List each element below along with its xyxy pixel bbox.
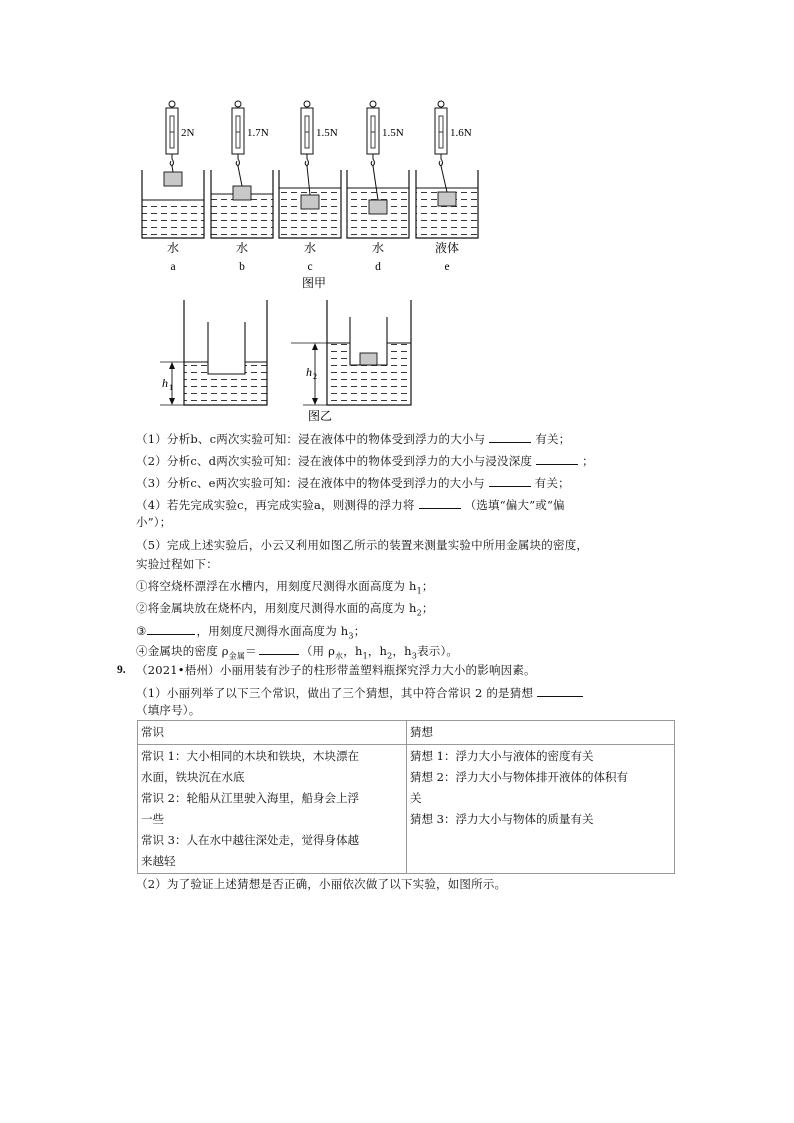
q8-step3: ③ ，用刻度尺测得水面高度为 $h_3$； — [136, 624, 366, 641]
block-e — [438, 192, 456, 206]
block-d — [369, 200, 387, 214]
setup-c — [279, 101, 341, 273]
metal-block — [360, 353, 377, 365]
block-a — [164, 172, 182, 186]
q8-step1: ①将空烧杯漂浮在水槽内，用刻度尺测得水面高度为 $h_1$； — [136, 579, 434, 596]
q9-part2: （2）为了验证上述猜想是否正确，小丽依次做了以下实验，如图所示。 — [136, 877, 507, 891]
liquid-label-b: 水 — [235, 241, 249, 255]
h2-label: h — [306, 365, 312, 379]
q8-step2: ②将金属块放在烧杯内，用刻度尺测得水面的高度为 $h_2$； — [136, 601, 434, 618]
setup-a — [142, 101, 204, 273]
tank-h1 — [160, 300, 267, 405]
q8-part5-line1: （5）完成上述实验后，小云又利用如图乙所示的装置来测量实验中所用金属块的密度， — [136, 538, 589, 552]
table-cell-knowledge: 常识 1：大小相同的木块和铁块，木块漂在 水面，铁块沉在水底 常识 2：轮船从江里驶入海里，船身会上浮 一些 常识 3：人在水中越往深处走，觉得身体越 来越轻 — [138, 745, 407, 874]
h1-label: h — [162, 376, 168, 390]
setup-letter-a: a — [170, 261, 176, 273]
figure-yi-caption: 图乙 — [308, 409, 333, 422]
q9-part1-line1: （1）小丽列举了以下三个常识，做出了三个猜想，其中符合常识 2 的是猜想 — [136, 684, 587, 702]
q8-part3: （3）分析c、e两次实验可知：浸在液体中的物体受到浮力的大小与 有关； — [136, 476, 570, 490]
scale-reading-d: 1.5N — [382, 127, 404, 139]
q8-part5-line2: 实验过程如下： — [136, 557, 218, 571]
setup-b — [211, 101, 273, 273]
setup-letter-e: e — [444, 261, 450, 273]
q8-part1: （1）分析b、c两次实验可知：浸在液体中的物体受到浮力的大小与 有关； — [136, 432, 571, 446]
liquid-label-c: 水 — [303, 241, 317, 255]
q9-number: 9. — [117, 664, 126, 676]
block-b — [233, 186, 251, 200]
scale-reading-c: 1.5N — [316, 127, 338, 139]
figure-jia — [0, 0, 794, 300]
figure-jia-caption: 图甲 — [301, 276, 327, 290]
q8-step4: ④金属块的密度 $\rho_{金属}=$ （用 $\rho_水$，$h_1$，$h_2$，$h_3$表示）。 — [136, 644, 459, 661]
scale-reading-a: 2N — [181, 127, 195, 139]
knowledge-hypothesis-table — [137, 720, 675, 874]
scale-reading-b: 1.7N — [247, 127, 269, 139]
table-cell-hypotheses: 猜想 1：浮力大小与液体的密度有关 猜想 2：浮力大小与物体排开液体的体积有 关 猜想 3：浮力大小与物体的质量有关 — [407, 745, 675, 874]
tank-h2 — [291, 300, 411, 405]
h1-subscript: 1 — [169, 383, 173, 392]
setup-letter-c: c — [307, 261, 313, 273]
h2-subscript: 2 — [313, 372, 317, 381]
scale-reading-e: 1.6N — [450, 127, 472, 139]
table-header-caixiang: 猜想 — [407, 721, 675, 745]
liquid-label-a: 水 — [166, 241, 180, 255]
setup-d — [347, 101, 409, 273]
setup-letter-d: d — [375, 261, 381, 273]
figure-yi — [0, 292, 794, 422]
q8-part4-cont: 小”）； — [136, 515, 172, 529]
setup-letter-b: b — [239, 261, 245, 273]
q9-part1-line2: （填序号）。 — [136, 703, 201, 717]
block-c — [301, 195, 319, 209]
liquid-label-e: 液体 — [434, 241, 460, 255]
liquid-label-d: 水 — [371, 241, 385, 255]
q9-source: （2021•梧州）小丽用装有沙子的柱形带盖塑料瓶探究浮力大小的影响因素。 — [136, 663, 536, 677]
table-header-changshi: 常识 — [138, 721, 407, 745]
setup-e — [416, 101, 478, 273]
q8-part2: （2）分析c、d两次实验可知：浸在液体中的物体受到浮力的大小与浸没深度 ； — [136, 454, 594, 468]
q8-part4: （4）若先完成实验c，再完成实验a，则测得的浮力将 （选填“偏大”或“偏 — [136, 498, 565, 512]
